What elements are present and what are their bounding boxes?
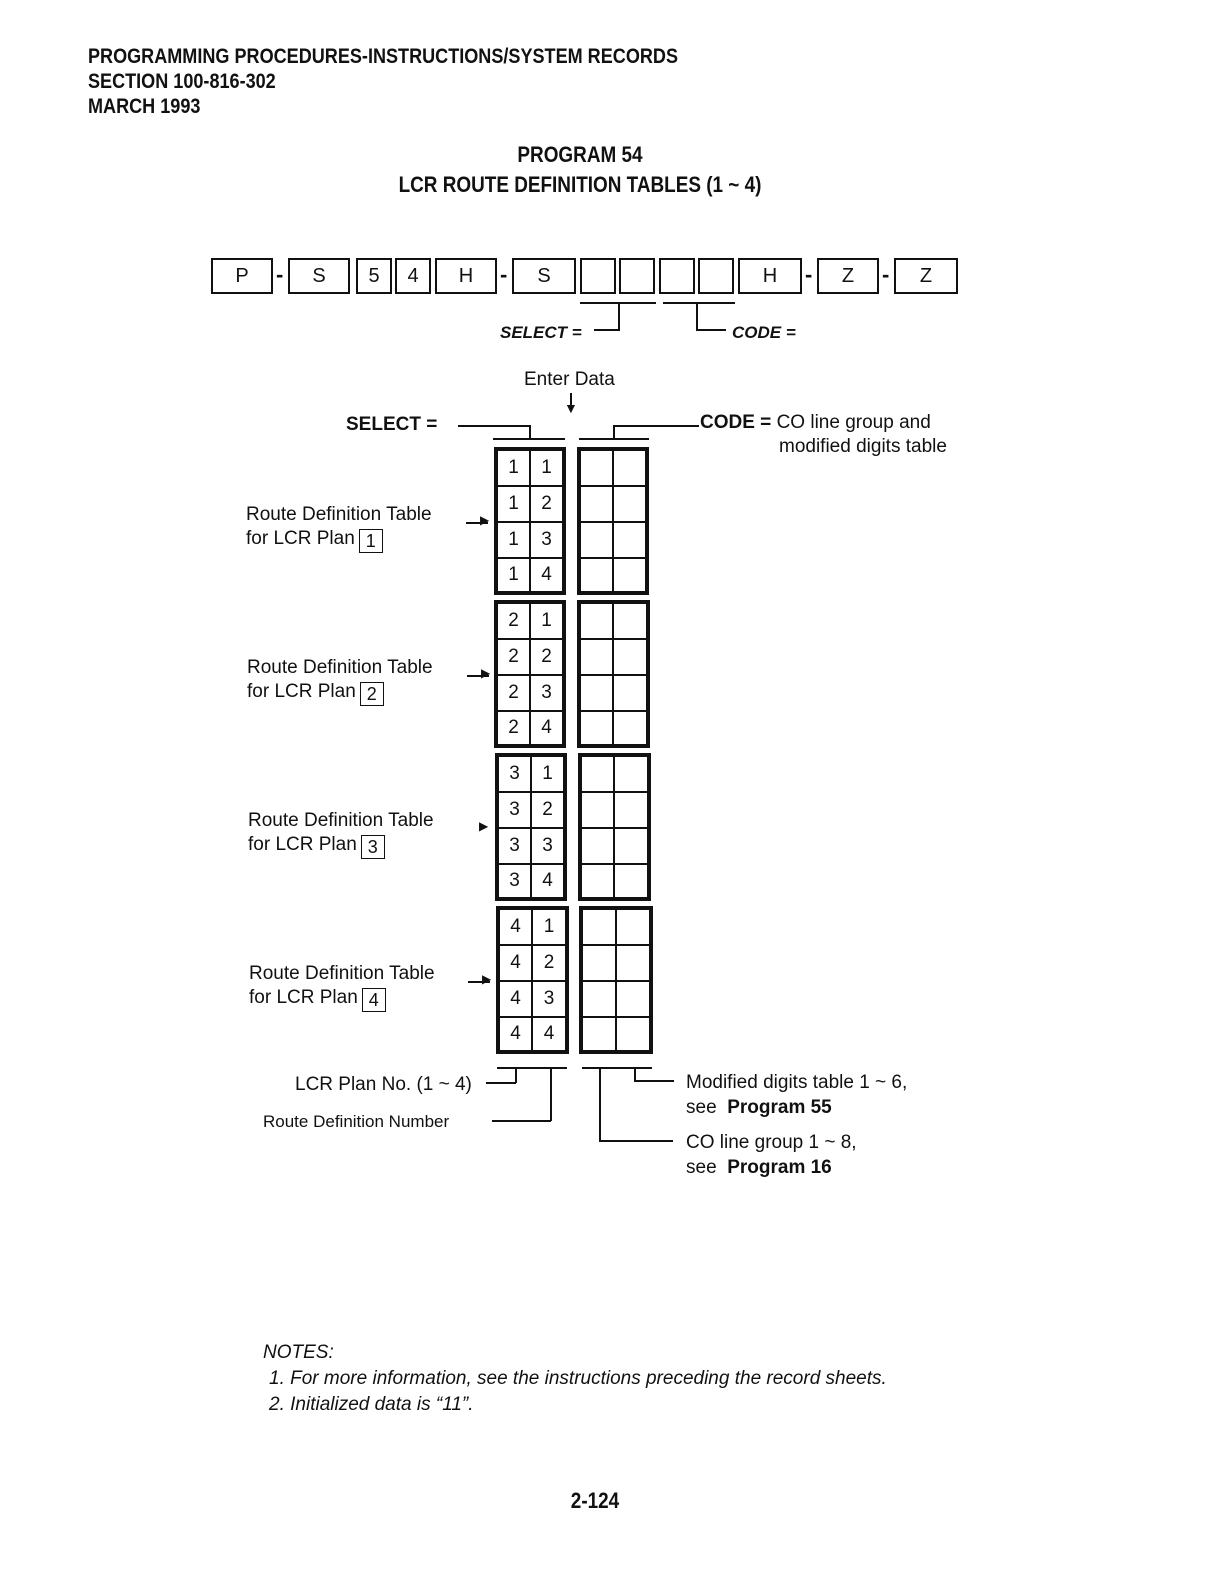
route-def-number-label: Route Definition Number [263, 1112, 450, 1131]
select-digit: 4 [530, 558, 563, 592]
right-arrow-icon: ▶ [481, 666, 491, 680]
modified-digits-label: Modified digits table 1 ~ 6, [686, 1072, 908, 1093]
code-entry-cell[interactable] [613, 711, 647, 745]
code-bracket-stem [696, 302, 698, 330]
code-main-drop [613, 425, 615, 439]
program-name: LCR ROUTE DEFINITION TABLES (1 ~ 4) [398, 172, 762, 197]
code-entry-cell[interactable] [613, 639, 647, 675]
legend-co-foot [599, 1140, 673, 1142]
select-digit: 1 [530, 450, 563, 486]
code-entry-cell[interactable] [613, 603, 647, 639]
see-text: see [686, 1157, 717, 1178]
select-main-drop [529, 425, 531, 439]
code-bracket-foot [696, 329, 726, 331]
select-digit: 3 [498, 864, 531, 898]
code-entry-cell[interactable] [616, 909, 650, 945]
code-main-bar [579, 438, 649, 440]
key-box-code-2 [698, 258, 734, 294]
plan-number-box: 3 [361, 835, 385, 859]
key-dash: - [276, 262, 284, 287]
code-entry-cell[interactable] [614, 828, 648, 864]
code-entry-cell[interactable] [616, 945, 650, 981]
code-main-label [700, 412, 931, 434]
code-entry-cell[interactable] [580, 603, 613, 639]
legend-code-bar [582, 1067, 652, 1069]
page-number: 2-124 [570, 1488, 620, 1513]
code-entry-cell[interactable] [616, 981, 650, 1017]
legend-co-stem [599, 1067, 601, 1141]
select-digit: 3 [498, 792, 531, 828]
code-entry-cell[interactable] [580, 558, 613, 592]
select-digit: 2 [531, 792, 564, 828]
key-dash: - [805, 262, 813, 287]
notes [263, 1340, 887, 1418]
code-entry-cell[interactable] [613, 486, 646, 522]
enter-data-label: Enter Data [524, 369, 615, 390]
select-digit: 2 [497, 603, 530, 639]
select-bracket-foot [594, 329, 620, 331]
program-55-link: Program 55 [727, 1097, 832, 1118]
code-entry-cell[interactable] [582, 945, 616, 981]
key-dash: - [500, 262, 508, 287]
right-arrow-icon: ▶ [479, 819, 489, 833]
route-plan-label [247, 681, 384, 706]
code-entry-cell[interactable] [582, 909, 616, 945]
select-digit: 2 [532, 945, 566, 981]
notes-heading: NOTES: [263, 1342, 334, 1363]
legend-mod-stem [634, 1067, 636, 1081]
select-digit: 4 [530, 711, 563, 745]
right-arrow-icon: ▶ [482, 972, 492, 986]
code-entry-cell[interactable] [580, 522, 613, 558]
code-entry-cell[interactable] [581, 792, 614, 828]
code-main-line [613, 425, 699, 427]
select-digit: 3 [498, 756, 531, 792]
route-label: Route Definition Table [248, 810, 434, 831]
code-desc-1: CO line group and [776, 412, 931, 433]
select-digit: 3 [498, 828, 531, 864]
select-main-line [458, 425, 530, 427]
code-small-label: CODE = [732, 323, 796, 342]
select-digit: 3 [530, 522, 563, 558]
code-entry-cell[interactable] [581, 828, 614, 864]
legend-route-foot [492, 1120, 551, 1122]
route-plan-text: for LCR Plan [248, 834, 357, 855]
code-entry-cell[interactable] [613, 522, 646, 558]
plan-number-box: 1 [359, 529, 383, 553]
code-entry-cell[interactable] [580, 711, 613, 745]
code-entry-cell[interactable] [580, 675, 613, 711]
route-plan-label [248, 834, 385, 859]
select-digit: 1 [497, 486, 530, 522]
code-entry-cell[interactable] [614, 864, 648, 898]
key-box-h2: H [738, 258, 802, 294]
route-plan-label [249, 987, 386, 1012]
select-digit: 2 [530, 486, 563, 522]
legend-select-bar [497, 1067, 567, 1069]
select-digit: 2 [497, 639, 530, 675]
code-entry-cell[interactable] [613, 558, 646, 592]
program-title: PROGRAM 54 [517, 142, 643, 167]
select-digit: 1 [497, 522, 530, 558]
code-entry-cell[interactable] [580, 639, 613, 675]
legend-plan-stem [515, 1067, 517, 1083]
code-entry-cell[interactable] [582, 981, 616, 1017]
select-digit: 4 [532, 1017, 566, 1051]
select-digit: 4 [531, 864, 564, 898]
key-box-code-1 [659, 258, 695, 294]
route-plan-text: for LCR Plan [249, 987, 358, 1008]
legend-mod-foot [634, 1080, 674, 1082]
see-text: see [686, 1097, 717, 1118]
key-box-select-1 [580, 258, 616, 294]
legend-plan-foot [486, 1082, 516, 1084]
down-arrow-icon: ▼ [564, 400, 578, 416]
route-label: Route Definition Table [249, 963, 435, 984]
code-entry-cell[interactable] [581, 756, 614, 792]
key-box-s2: S [512, 258, 576, 294]
plan-number-box: 2 [360, 682, 384, 706]
lcr-plan-no-label: LCR Plan No. (1 ~ 4) [295, 1074, 472, 1095]
key-box-select-2 [619, 258, 655, 294]
route-label: Route Definition Table [246, 504, 432, 525]
select-digit: 3 [530, 675, 563, 711]
select-digit: 2 [497, 675, 530, 711]
plan-number-box: 4 [362, 988, 386, 1012]
code-entry-cell[interactable] [613, 675, 647, 711]
code-entry-cell[interactable] [581, 864, 614, 898]
key-box-5: 5 [356, 258, 392, 294]
key-box-z2: Z [894, 258, 958, 294]
key-box-4: 4 [395, 258, 431, 294]
code-entry-cell[interactable] [614, 756, 648, 792]
select-digit: 4 [499, 1017, 532, 1051]
select-small-label: SELECT = [500, 323, 582, 342]
note-item: 2. Initialized data is “11”. [269, 1394, 474, 1415]
select-digit: 1 [497, 450, 530, 486]
code-bracket-line [663, 302, 735, 304]
code-entry-cell[interactable] [582, 1017, 616, 1051]
key-box-z1: Z [817, 258, 879, 294]
legend-route-stem [550, 1067, 552, 1121]
right-arrow-icon: ▶ [480, 513, 490, 527]
header-line-2: SECTION 100-816-302 [88, 70, 276, 93]
key-box-h: H [435, 258, 497, 294]
see-program-55 [686, 1097, 832, 1119]
code-entry-cell[interactable] [580, 450, 613, 486]
route-plan-label [246, 528, 383, 553]
select-digit: 1 [532, 909, 566, 945]
select-digit: 1 [530, 603, 563, 639]
code-desc-2: modified digits table [779, 436, 947, 457]
select-digit: 2 [530, 639, 563, 675]
header-line-1: PROGRAMMING PROCEDURES-INSTRUCTIONS/SYSTEM RECORDS [88, 45, 679, 68]
select-main-bar [493, 438, 565, 440]
see-program-16 [686, 1157, 832, 1179]
select-digit: 4 [499, 945, 532, 981]
route-label: Route Definition Table [247, 657, 433, 678]
co-line-group-label: CO line group 1 ~ 8, [686, 1132, 857, 1153]
select-digit: 3 [531, 828, 564, 864]
code-entry-cell[interactable] [580, 486, 613, 522]
header-line-3: MARCH 1993 [88, 95, 201, 118]
select-digit: 1 [531, 756, 564, 792]
program-16-link: Program 16 [727, 1157, 832, 1178]
key-box-p: P [211, 258, 273, 294]
document-header [88, 44, 678, 119]
route-plan-text: for LCR Plan [246, 528, 355, 549]
code-entry-cell[interactable] [613, 450, 646, 486]
key-box-s: S [288, 258, 350, 294]
key-dash: - [882, 262, 890, 287]
select-digit: 4 [499, 909, 532, 945]
select-main-label: SELECT = [346, 414, 438, 435]
select-digit: 3 [532, 981, 566, 1017]
select-bracket-stem [618, 302, 620, 330]
code-main-key: CODE = [700, 412, 772, 433]
note-item: 1. For more information, see the instructions preceding the record sheets. [269, 1368, 887, 1389]
route-plan-text: for LCR Plan [247, 681, 356, 702]
code-entry-cell[interactable] [616, 1017, 650, 1051]
select-digit: 4 [499, 981, 532, 1017]
code-entry-cell[interactable] [614, 792, 648, 828]
select-digit: 1 [497, 558, 530, 592]
select-digit: 2 [497, 711, 530, 745]
